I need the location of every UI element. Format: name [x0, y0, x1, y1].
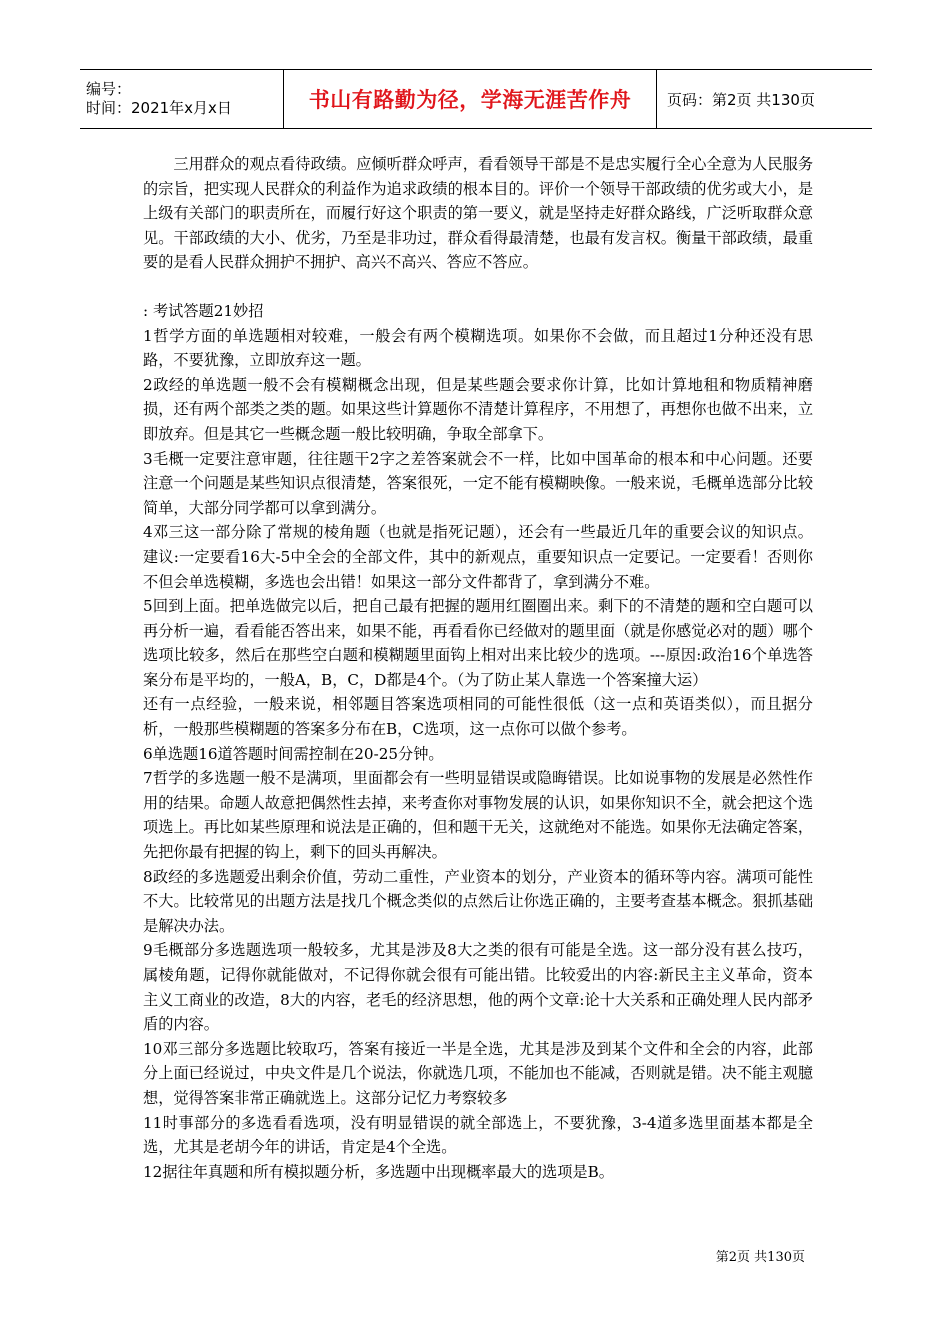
- list-item: 1哲学方面的单选题相对较难，一般会有两个模糊选项。如果你不会做，而且超过1分种还没有思路，不要犹豫，立即放弃这一题。: [143, 326, 813, 370]
- section-title: : 考试答题21妙招: [143, 301, 264, 320]
- list-item: 7哲学的多选题一般不是满项，里面都会有一些明显错误或隐晦错误。比如说事物的发展是必然性作用的结果。命题人故意把偶然性去掉，来考查你对事物发展的认识，如果你知识不全，就会把这个选项选上。再比如某些原理和说法是正确的，但和题干无关，这就绝对不能选。如果你无法确定答案，先把你最有把握的钩上，剩下的回头再解决。: [143, 769, 813, 862]
- page-footer: [716, 1246, 805, 1265]
- list-item: 10邓三部分多选题比较取巧，答案有接近一半是全选，尤其是涉及到某个文件和全会的内容，此部分上面已经说过，中央文件是几个说法，你就选几项，不能加也不能减，否则就是错。决不能主观臆想，觉得答案非常正确就选上。这部分记忆力考察较多: [143, 1039, 813, 1107]
- list-item: 12据往年真题和所有模拟题分析，多选题中出现概率最大的选项是B。: [143, 1162, 614, 1181]
- number-label: 编号：: [86, 80, 132, 98]
- time-label: 时间：2021年x月x日: [86, 99, 232, 117]
- list-item: 还有一点经验，一般来说，相邻题目答案选项相同的可能性很低（这一点和英语类似），而且据分析，一般那些模糊题的答案多分布在B，C选项，这一点你可以做个参考。: [143, 695, 813, 739]
- list-item: 5回到上面。把单选做完以后，把自己最有把握的题用红圈圈出来。剩下的不清楚的题和空白题可以再分析一遍，看看能否答出来，如果不能，再看看你已经做对的题里面（就是你感觉必对的题）哪个选项比较多，然后在那些空白题和模糊题里面钩上相对出来比较少的选项。---原因:政治16个单选答案分布是平均的，一般A，B，C，D都是4个。（为了防止某人靠选一个答案撞大运）: [143, 597, 813, 689]
- list-item: 6单选题16道答题时间需控制在20-25分钟。: [143, 744, 444, 763]
- list-item: 4邓三这一部分除了常规的棱角题（也就是指死记题），还会有一些最近几年的重要会议的知识点。建议:一定要看16大-5中全会的全部文件，其中的新观点，重要知识点一定要记。一定要看！否则你不但会单选模糊，多选也会出错！如果这一部分文件都背了，拿到满分不难。: [143, 523, 813, 591]
- header-page-cell: [657, 70, 872, 128]
- page-header: [80, 69, 872, 129]
- footer-page-number: 第2页 共130页: [715, 1250, 805, 1265]
- intro-paragraph: 三用群众的观点看待政绩。应倾听群众呼声，看看领导干部是不是忠实履行全心全意为人民服务的宗旨，把实现人民群众的利益作为追求政绩的根本目的。评价一个领导干部政绩的优劣或大小，是上级有关部门的职责所在，而履行好这个职责的第一要义，就是坚持走好群众路线，广泛听取群众意见。干部政绩的大小、优劣，乃至是非功过，群众看得最清楚，也最有发言权。衡量干部政绩，最重要的是看人民群众拥护不拥护、高兴不高兴、答应不答应。: [143, 155, 813, 272]
- header-motto: 书山有路勤为径，学海无涯苦作舟: [308, 88, 632, 112]
- header-motto-cell: [283, 70, 657, 128]
- list-item: 9毛概部分多选题选项一般较多，尤其是涉及8大之类的很有可能是全选。这一部分没有甚么技巧，属棱角题，记得你就能做对，不记得你就会很有可能出错。比较爱出的内容:新民主主义革命，资本主义工商业的改造，8大的内容，老毛的经济思想，他的两个文章:论十大关系和正确处理人民内部矛盾的内容。: [143, 941, 813, 1034]
- list-item: 2政经的单选题一般不会有模糊概念出现，但是某些题会要求你计算，比如计算地租和物质精神磨损，还有两个部类之类的题。如果这些计算题你不清楚计算程序，不用想了，再想你也做不出来，立即放弃。但是其它一些概念题一般比较明确，争取全部拿下。: [143, 375, 813, 443]
- list-item: 3毛概一定要注意审题，往往题干2字之差答案就会不一样，比如中国革命的根本和中心问题。还要注意一个问题是某些知识点很清楚，答案很死，一定不能有模糊映像。一般来说，毛概单选部分比较简单，大部分同学都可以拿到满分。: [143, 449, 813, 517]
- document-body: [143, 152, 813, 1184]
- header-meta: [80, 70, 283, 128]
- list-item: 8政经的多选题爱出剩余价值，劳动二重性，产业资本的划分，产业资本的循环等内容。满项可能性不大。比较常见的出题方法是找几个概念类似的点然后让你选正确的，主要考查基本概念。狠抓基础是解决办法。: [143, 867, 813, 935]
- header-page-label: 页码：第2页 共130页: [667, 90, 815, 109]
- paragraph-gap: [143, 275, 813, 299]
- list-item: 11时事部分的多选看看选项，没有明显错误的就全部选上，不要犹豫，3-4道多选里面基本都是全选，尤其是老胡今年的讲话，肯定是4个全选。: [143, 1113, 813, 1157]
